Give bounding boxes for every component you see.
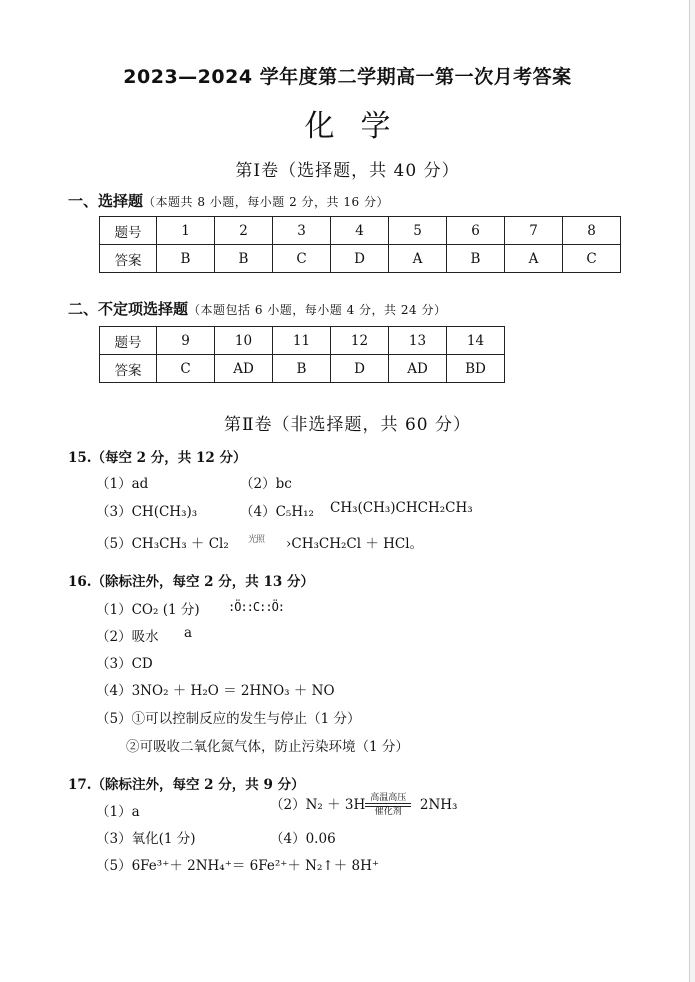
q17-cond-top: 高温高压: [370, 793, 407, 803]
q15-a5-left: CH₃CH₃ ＋ Cl₂: [131, 536, 229, 552]
q16-a1-label: （1）: [96, 602, 132, 618]
q17-a4-label: （4）: [270, 831, 306, 847]
table1-answer-cell: A: [389, 245, 447, 273]
part1-heading: 第Ⅰ卷（选择题，共 40 分）: [235, 161, 460, 181]
table1-answer-cell: B: [157, 245, 215, 273]
table2-number-cell: 9: [157, 327, 215, 355]
q15-a5-right: ›CH₃CH₂Cl ＋ HCl。: [286, 536, 424, 552]
table1-answer-cell: C: [563, 245, 621, 273]
q17-answer-3: [96, 827, 196, 847]
q15-answer-4: [240, 500, 314, 520]
q16-lewis-structure: :Ö::C::Ö:: [228, 600, 285, 614]
part2-heading: 第Ⅱ卷（非选择题，共 60 分）: [224, 415, 471, 435]
table2-answer-cell: AD: [389, 355, 447, 383]
table2-answer-cell: BD: [447, 355, 505, 383]
table2-number-cell: 14: [447, 327, 505, 355]
table1-number-cell: 1: [157, 217, 215, 245]
q15-a3-label: （3）: [96, 504, 132, 520]
q17-answer-1: [96, 800, 140, 820]
q17-answer-5: [96, 854, 379, 874]
q17-title: 17.（除标注外，每空 2 分，共 9 分）: [68, 777, 305, 793]
section1-note: （本题共 8 小题，每小题 2 分，共 16 分）: [143, 195, 389, 209]
q16-a1: CO₂ (1 分): [131, 602, 200, 618]
table2-number-cell: 12: [331, 327, 389, 355]
table2-answer-cell: D: [331, 355, 389, 383]
q17-a5: 6Fe³⁺＋ 2NH₄⁺＝ 6Fe²⁺＋ N₂↑＋ 8H⁺: [131, 858, 379, 874]
table2-answer-row: [100, 355, 505, 383]
table2-answer-cell: B: [273, 355, 331, 383]
section1-heading: [68, 190, 389, 211]
q15-answer-4b: CH₃(CH₃)CHCH₂CH₃: [330, 500, 473, 516]
table1-answer-row-label: 答案: [100, 245, 157, 273]
q16-answer-5: [96, 707, 360, 727]
q16-a4: 3NO₂ ＋ H₂O ＝ 2HNO₃ ＋ NO: [131, 683, 335, 699]
table1-answer-cell: B: [447, 245, 505, 273]
q15-answer-5: [96, 532, 229, 552]
q17-a5-label: （5）: [96, 858, 132, 874]
q15-a4-label: （4）: [240, 504, 276, 520]
table2-number-row-label: 题号: [100, 327, 157, 355]
q16-answer-2: [96, 625, 159, 645]
q16-answer-1: [96, 598, 200, 618]
q16-answer-5b: ②可吸收二氧化氮气体，防止污染环境（1 分）: [126, 739, 409, 755]
table1-answer-cell: C: [273, 245, 331, 273]
table1-answer-cell: B: [215, 245, 273, 273]
table2-answer-cell: AD: [215, 355, 273, 383]
table1-number-cell: 5: [389, 217, 447, 245]
table1-number-cell: 6: [447, 217, 505, 245]
q15-a1-label: （1）: [96, 476, 132, 492]
table2-number-cell: 11: [273, 327, 331, 355]
q16-a5-label: （5）: [96, 711, 132, 727]
q16-a3-label: （3）: [96, 656, 132, 672]
q17-a1-label: （1）: [96, 804, 132, 820]
q16-answer-4: [96, 679, 335, 699]
answer-table-2: [99, 326, 505, 383]
q16-a5: ①可以控制反应的发生与停止（1 分）: [131, 711, 361, 727]
section2-label: 二、不定项选择题: [68, 300, 189, 318]
subject-title: 化学: [304, 109, 417, 144]
q15-answer-3: [96, 500, 197, 520]
table1-number-cell: 7: [505, 217, 563, 245]
q16-a4-label: （4）: [96, 683, 132, 699]
q16-a2: 吸水: [131, 629, 159, 645]
q17-a3: 氧化(1 分): [131, 831, 196, 847]
table2-number-cell: 10: [215, 327, 273, 355]
q17-a2-right: 2NH₃: [419, 797, 458, 813]
q16-title: 16.（除标注外，每空 2 分，共 13 分）: [68, 574, 314, 590]
q15-a3: CH(CH₃)₃: [131, 504, 198, 520]
section1-label: 一、选择题: [68, 192, 144, 210]
q17-a2-label: （2）: [270, 797, 306, 813]
table1-number-cell: 4: [331, 217, 389, 245]
page-edge: [689, 0, 695, 982]
q16-answer-3: [96, 652, 153, 672]
q17-a3-label: （3）: [96, 831, 132, 847]
table1-number-cell: 3: [273, 217, 331, 245]
q15-a4: C₅H₁₂: [275, 504, 314, 520]
q15-a2: bc: [275, 476, 292, 492]
table1-answer-cell: A: [505, 245, 563, 273]
q15-a5-condition: 光照: [248, 535, 265, 545]
q15-answer-2: [240, 472, 292, 492]
q16-a3: CD: [131, 656, 153, 672]
q17-cond-bottom: 催化剂: [374, 807, 402, 817]
table2-number-row: [100, 327, 505, 355]
page-title: 2023—2024 学年度第二学期高一第一次月考答案: [123, 66, 572, 88]
section2-note: （本题包括 6 小题，每小题 4 分，共 24 分）: [188, 303, 447, 317]
q15-answer-1: [96, 472, 148, 492]
q15-a1: ad: [131, 476, 149, 492]
q15-a2-label: （2）: [240, 476, 276, 492]
table2-number-cell: 13: [389, 327, 447, 355]
q17-a2-left: N₂ ＋ 3H: [305, 797, 366, 813]
q16-answer-2b: a: [184, 625, 193, 641]
q15-a5-right-text: CH₃CH₂Cl ＋ HCl。: [291, 536, 424, 552]
table1-answer-row: [100, 245, 621, 273]
reaction-condition-arrow: [365, 793, 411, 818]
table1-number-cell: 2: [215, 217, 273, 245]
q16-a2-label: （2）: [96, 629, 132, 645]
q15-a5-label: （5）: [96, 536, 132, 552]
section2-heading: [68, 298, 446, 319]
table1-number-row-label: 题号: [100, 217, 157, 245]
table2-answer-row-label: 答案: [100, 355, 157, 383]
q15-title: 15.（每空 2 分，共 12 分）: [68, 450, 247, 466]
q17-answer-4: [270, 827, 336, 847]
q17-answer-2: [270, 793, 457, 818]
q17-a4: 0.06: [305, 831, 336, 847]
table2-answer-cell: C: [157, 355, 215, 383]
q17-a1: a: [131, 804, 140, 820]
answer-table-1: [99, 216, 621, 273]
table1-number-cell: 8: [563, 217, 621, 245]
table1-answer-cell: D: [331, 245, 389, 273]
table1-number-row: [100, 217, 621, 245]
